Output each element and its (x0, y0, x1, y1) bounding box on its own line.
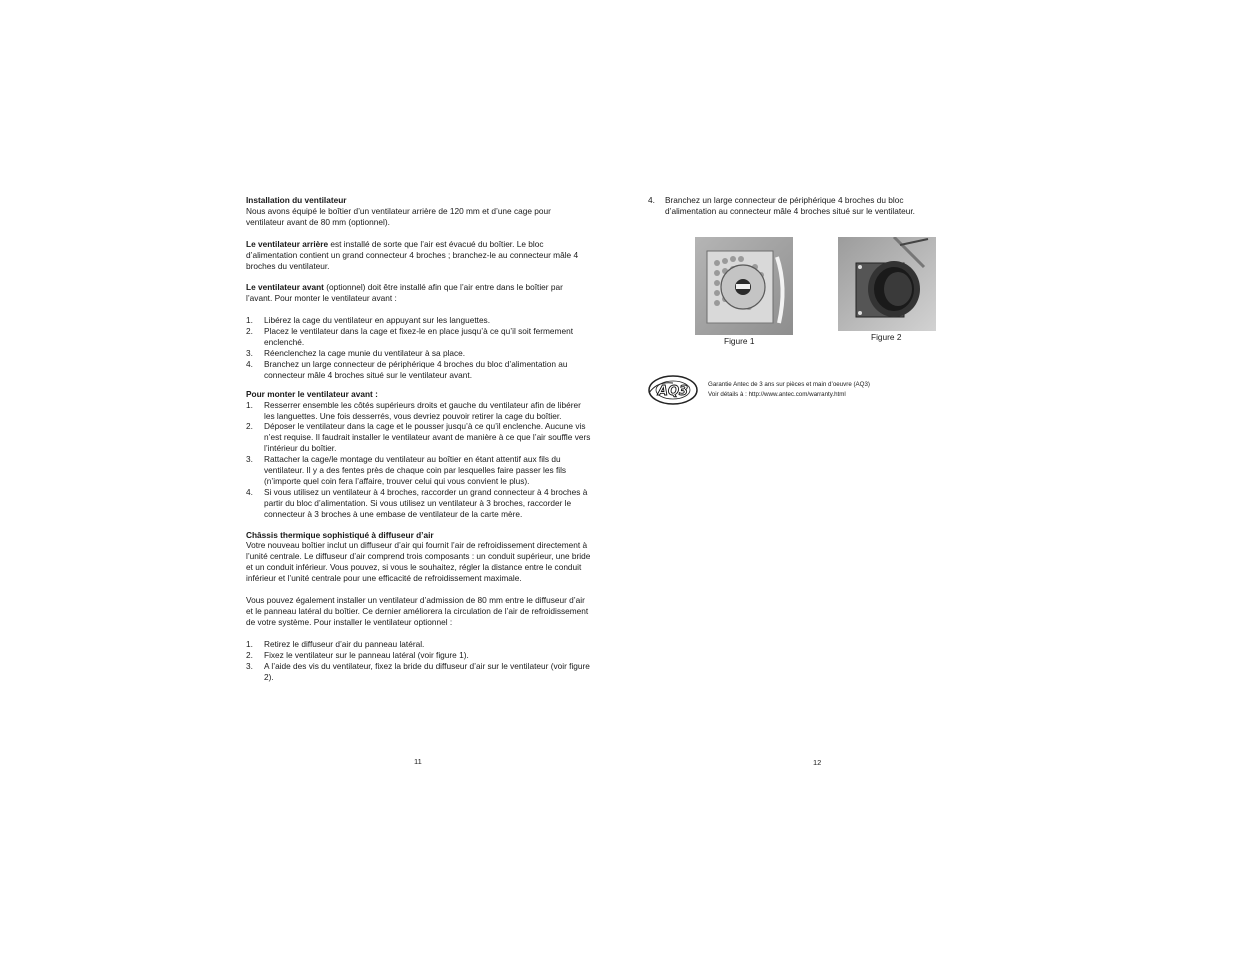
list-item: 1. Libérez la cage du ventilateur en appuyant sur les languettes. (246, 315, 491, 326)
list-item: 4. Si vous utilisez un ventilateur à 4 broches, raccorder un grand connecteur à 4 broches à partir du bloc d’alimentation. Si vous utilisez un ventilateur à 3 broches, raccorder le connecteur à 3 broches à une embase de ventilateur de la carte mère. (246, 486, 588, 519)
list-item: 4. Branchez un large connecteur de périphérique 4 broches du bloc d’alimentation au connecteur mâle 4 broches situé sur le ventilateur avant. (246, 358, 568, 380)
paragraph-rear-fan (246, 239, 591, 272)
rear-fan-bold: Le ventilateur arrière (246, 238, 329, 249)
list-item: 2. Déposer le ventilateur dans la cage et le pousser jusqu’à ce qu’il enclenche. Aucune vis n’est requise. Il faudrait installer le ventilateur avant de manière à ce que l’air souffle vers l’intérieur du boîtier. (246, 421, 591, 454)
heading-thermal-chassis: Châssis thermique sophistiqué à diffuseur d’air (246, 529, 434, 540)
figure-1-photo (695, 237, 793, 335)
list-item: 2. Placez le ventilateur dans la cage et fixez-le en place jusqu’à ce qu’il soit fermement enclenché. (246, 326, 573, 348)
warranty-line-1: Garantie Antec de 3 ans sur pièces et main d’oeuvre (AQ3) (708, 381, 870, 388)
rear-fan-text: est installé de sorte que l’air est évacué du boîtier. Le bloc d’alimentation contient un grand connecteur 4 broches ; branchez-le au connecteur mâle 4 broches du ventilateur. (246, 238, 579, 271)
warranty-note (708, 380, 870, 400)
list-item: 3. Réenclenchez la cage munie du ventilateur à sa place. (246, 347, 466, 358)
figure-1-caption: Figure 1 (724, 336, 755, 346)
front-fan-bold: Le ventilateur avant (246, 282, 324, 293)
list-item: 1. Resserrer ensemble les côtés supérieurs droits et gauche du ventilateur afin de libérer les languettes. Une fois desserrés, vous devriez pouvoir retirer la cage du boîtier. (246, 399, 581, 421)
page-number-right: 12 (813, 758, 822, 767)
list-item: 3. Rattacher la cage/le montage du ventilateur au boîtier en étant attentif aux fils du ventilateur. Il y a des fentes près de chaque coin par lesquelles faire passer les fils (n’importe quel coin fera l’affaire, trouver celui qui vous convient le plus). (246, 454, 567, 486)
aq3-warranty-logo (645, 373, 701, 412)
list-item: 2. Fixez le ventilateur sur le panneau latéral (voir figure 1). (246, 649, 469, 660)
paragraph-front-fan (246, 282, 591, 304)
paragraph-intake-fan: Vous pouvez également installer un ventilateur d’admission de 80 mm entre le diffuseur d’air et le panneau latéral du boîtier. Ce dernier améliorera la circulation de l’air de refroidissement de votre système. Pour installer le ventilateur optionnel : (246, 595, 589, 627)
list-front-fan-steps (246, 315, 591, 380)
svg-text:AQ3: AQ3 (657, 384, 689, 399)
list-intake-steps (246, 639, 591, 683)
warranty-line-2: Voir détails à : http://www.antec.com/warranty.html (708, 391, 846, 398)
page-number-left: 11 (414, 757, 422, 766)
list-connector-step (648, 195, 948, 217)
list-item: 3. A l’aide des vis du ventilateur, fixez la bride du diffuseur d’air sur le ventilateur (voir figure 2). (246, 660, 590, 682)
heading-mount-front-fan: Pour monter le ventilateur avant : (246, 388, 378, 399)
figure-2-caption: Figure 2 (871, 332, 902, 342)
heading-fan-installation: Installation du ventilateur (246, 195, 347, 205)
left-page-text (246, 195, 591, 682)
list-item: 4. Branchez un large connecteur de périphérique 4 broches du bloc d’alimentation au connecteur mâle 4 broches situé sur le ventilateur. (648, 195, 915, 216)
figure-2-photo (838, 237, 936, 331)
paragraph-intro: Nous avons équipé le boîtier d’un ventilateur arrière de 120 mm et d’une cage pour ventilateur avant de 80 mm (optionnel). (246, 205, 551, 227)
right-page-text (648, 195, 948, 217)
paragraph-chassis: Votre nouveau boîtier inclut un diffuseur d’air qui fournit l’air de refroidissement directement à l’unité centrale. Le diffuseur d’air comprend trois composants : un conduit supérieur, une bride et un conduit inférieur. Vous pouvez, si vous le souhaitez, régler la distance entre le conduit inférieur et l’unité centrale pour une efficacité de refroidissement maximale. (246, 540, 591, 584)
front-fan-text: (optionnel) doit être installé afin que l’air entre dans le boîtier par l’avant. Pour monter le ventilateur avant : (246, 282, 563, 304)
list-item: 1. Retirez le diffuseur d’air du panneau latéral. (246, 638, 425, 649)
list-mount-steps (246, 400, 591, 520)
